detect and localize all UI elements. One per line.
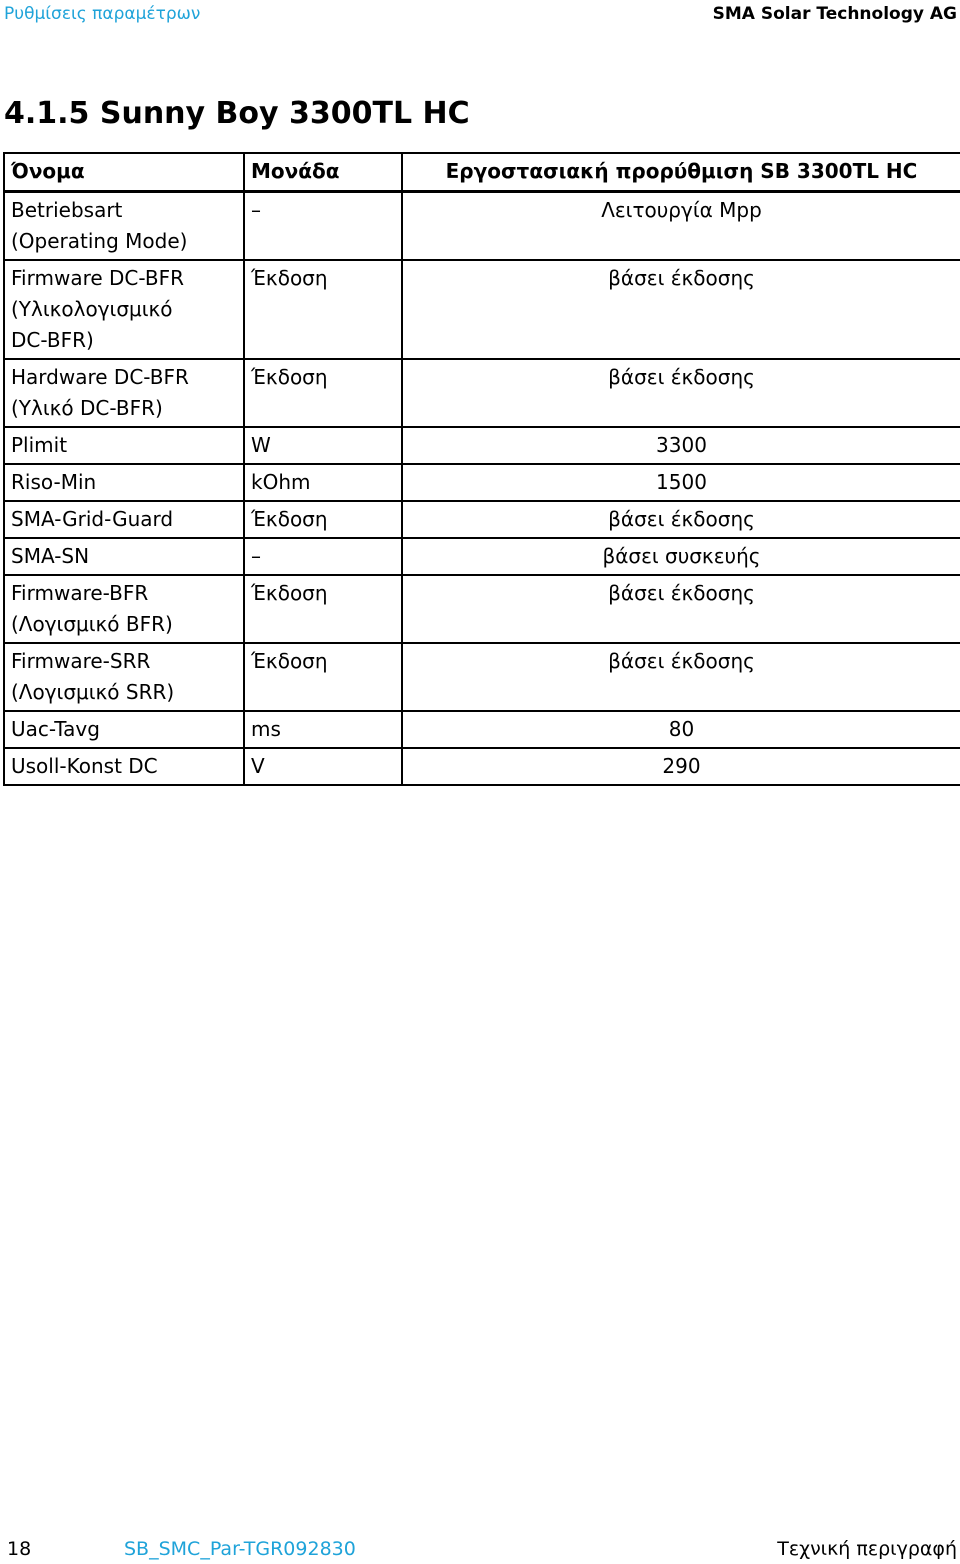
row-name-line: Usoll-Konst DC bbox=[11, 754, 158, 778]
row-name-cell bbox=[4, 427, 244, 464]
footer-document-id: SB_SMC_Par-TGR092830 bbox=[124, 1538, 356, 1560]
row-default-cell: βάσει έκδοσης bbox=[402, 575, 960, 643]
row-name-line: (Λογισμικό BFR) bbox=[11, 612, 173, 636]
table-row bbox=[4, 192, 960, 261]
row-name-cell bbox=[4, 464, 244, 501]
row-name-line: SMA-SN bbox=[11, 544, 90, 568]
table-row bbox=[4, 748, 960, 785]
row-name-line: (Υλικό DC-BFR) bbox=[11, 396, 163, 420]
row-name-line: Plimit bbox=[11, 433, 68, 457]
row-name-cell bbox=[4, 260, 244, 359]
row-name-line: Betriebsart bbox=[11, 198, 123, 222]
row-name-cell bbox=[4, 575, 244, 643]
row-default-cell: Λειτουργία Mpp bbox=[402, 192, 960, 261]
column-header-name: Όνομα bbox=[4, 153, 244, 192]
row-unit-cell: Έκδοση bbox=[244, 575, 402, 643]
row-name-cell bbox=[4, 643, 244, 711]
row-default-cell: βάσει συσκευής bbox=[402, 538, 960, 575]
row-name-line: Uac-Tavg bbox=[11, 717, 100, 741]
table-row bbox=[4, 359, 960, 427]
footer-document-type: Τεχνική περιγραφή bbox=[777, 1538, 957, 1560]
row-name-cell bbox=[4, 501, 244, 538]
row-default-cell: 3300 bbox=[402, 427, 960, 464]
row-unit-cell: V bbox=[244, 748, 402, 785]
row-default-cell: βάσει έκδοσης bbox=[402, 643, 960, 711]
footer-page-number: 18 bbox=[7, 1538, 32, 1560]
row-name-line: SMA-Grid-Guard bbox=[11, 507, 174, 531]
row-name-line: DC-BFR) bbox=[11, 328, 94, 352]
row-name-line: (Λογισμικό SRR) bbox=[11, 680, 175, 704]
row-name-cell bbox=[4, 711, 244, 748]
table-row bbox=[4, 643, 960, 711]
row-name-line: Firmware DC-BFR bbox=[11, 266, 185, 290]
row-unit-cell: Έκδοση bbox=[244, 260, 402, 359]
row-default-cell: βάσει έκδοσης bbox=[402, 359, 960, 427]
table-row bbox=[4, 427, 960, 464]
row-name-cell bbox=[4, 748, 244, 785]
header-section-title: Ρυθμίσεις παραμέτρων bbox=[4, 4, 201, 24]
row-name-cell bbox=[4, 538, 244, 575]
row-unit-cell: – bbox=[244, 192, 402, 261]
table-row bbox=[4, 575, 960, 643]
table-row bbox=[4, 464, 960, 501]
parameter-table bbox=[3, 152, 960, 786]
table-row bbox=[4, 711, 960, 748]
row-unit-cell: Έκδοση bbox=[244, 643, 402, 711]
row-unit-cell: W bbox=[244, 427, 402, 464]
row-name-cell bbox=[4, 359, 244, 427]
row-unit-cell: – bbox=[244, 538, 402, 575]
column-header-default: Εργοστασιακή προρύθμιση SB 3300TL HC bbox=[402, 153, 960, 192]
section-title: 4.1.5 Sunny Boy 3300TL HC bbox=[4, 96, 470, 131]
row-unit-cell: ms bbox=[244, 711, 402, 748]
table-header-row bbox=[4, 153, 960, 192]
row-unit-cell: Έκδοση bbox=[244, 359, 402, 427]
table-row bbox=[4, 260, 960, 359]
row-name-line: Riso-Min bbox=[11, 470, 97, 494]
row-default-cell: βάσει έκδοσης bbox=[402, 501, 960, 538]
row-name-line: Firmware-SRR bbox=[11, 649, 151, 673]
row-default-cell: 290 bbox=[402, 748, 960, 785]
row-default-cell: 80 bbox=[402, 711, 960, 748]
row-unit-cell: kOhm bbox=[244, 464, 402, 501]
table-row bbox=[4, 538, 960, 575]
row-default-cell: βάσει έκδοσης bbox=[402, 260, 960, 359]
row-name-line: (Υλικολογισμικό bbox=[11, 297, 173, 321]
row-default-cell: 1500 bbox=[402, 464, 960, 501]
column-header-unit: Μονάδα bbox=[244, 153, 402, 192]
row-name-line: Firmware-BFR bbox=[11, 581, 149, 605]
header-company: SMA Solar Technology AG bbox=[712, 4, 957, 24]
row-name-line: (Operating Mode) bbox=[11, 229, 188, 253]
row-name-line: Hardware DC-BFR bbox=[11, 365, 189, 389]
row-name-cell bbox=[4, 192, 244, 261]
table-row bbox=[4, 501, 960, 538]
row-unit-cell: Έκδοση bbox=[244, 501, 402, 538]
